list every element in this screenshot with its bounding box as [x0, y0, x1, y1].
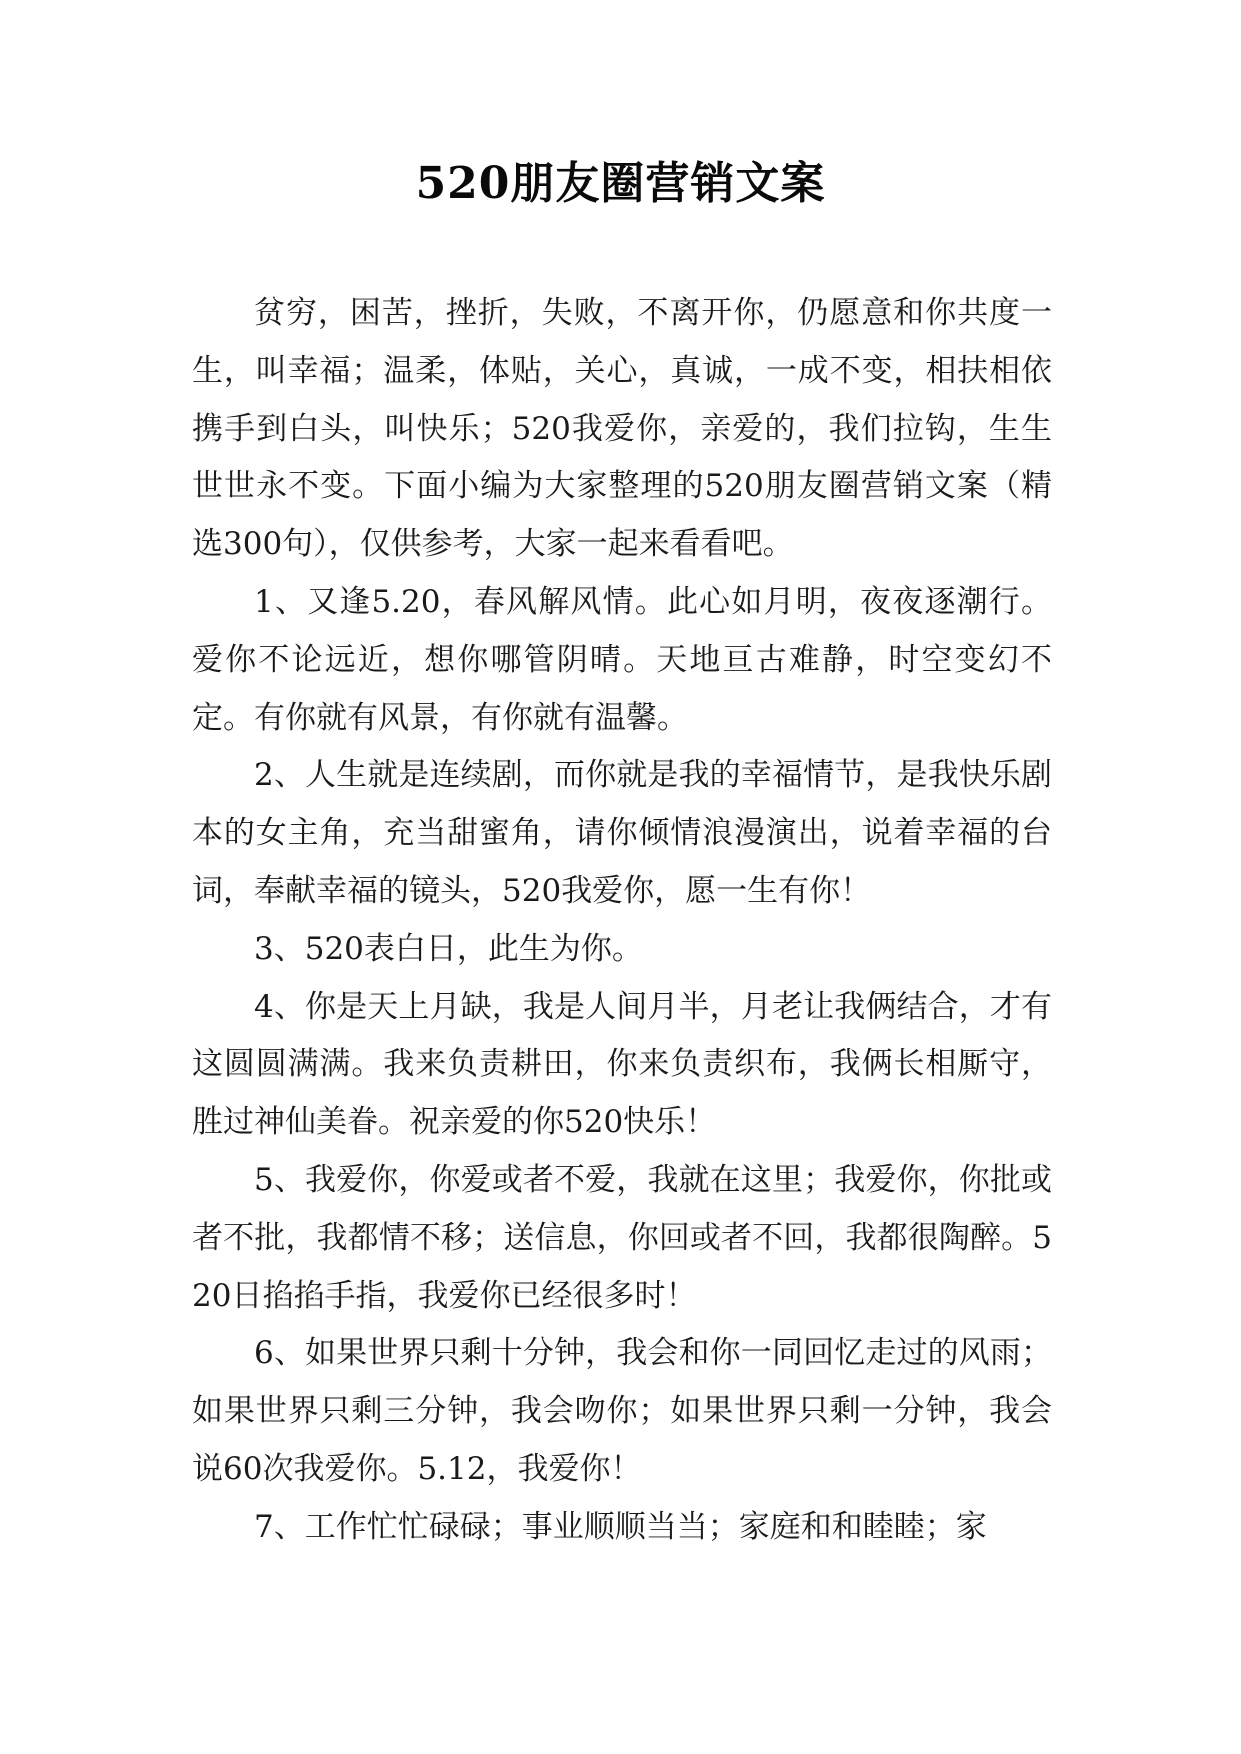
list-item-1: 1、又逢5.20，春风解风情。此心如月明，夜夜逐潮行。爱你不论远近，想你哪管阴晴。天地亘古难静，时空变幻不定。有你就有风景，有你就有温馨。: [192, 583, 1052, 736]
document-body: [192, 285, 1052, 1557]
list-item-5: 5、我爱你，你爱或者不爱，我就在这里；我爱你，你批或者不批，我都情不移；送信息，你回或者不回，我都很陶醉。520日掐掐手指，我爱你已经很多时！: [192, 1161, 1052, 1314]
list-item-3: 3、520表白日，此生为你。: [254, 930, 643, 967]
list-item-2: 2、人生就是连续剧，而你就是我的幸福情节，是我快乐剧本的女主角，充当甜蜜角，请你倾情浪漫演出，说着幸福的台词，奉献幸福的镜头，520我爱你，愿一生有你！: [192, 757, 1052, 909]
list-item-6: 6、如果世界只剩十分钟，我会和你一同回忆走过的风雨；如果世界只剩三分钟，我会吻你；如果世界只剩一分钟，我会说60次我爱你。5.12，我爱你！: [192, 1335, 1052, 1487]
list-item-7: 7、工作忙忙碌碌；事业顺顺当当；家庭和和睦睦；家: [254, 1508, 987, 1545]
document-title: 520朋友圈营销文案: [415, 158, 826, 209]
list-item-4: 4、你是天上月缺，我是人间月半，月老让我俩结合，才有这圆圆满满。我来负责耕田，你来负责织布，我俩长相厮守，胜过神仙美眷。祝亲爱的你520快乐！: [192, 988, 1052, 1141]
intro-paragraph: 贫穷，困苦，挫折，失败，不离开你，仍愿意和你共度一生，叫幸福；温柔，体贴，关心，真诚，一成不变，相扶相依携手到白头，叫快乐；520我爱你，亲爱的，我们拉钩，生生世世永不变。下面小编为大家整理的520朋友圈营销文案（精选300句），仅供参考，大家一起来看看吧。: [192, 295, 1052, 563]
